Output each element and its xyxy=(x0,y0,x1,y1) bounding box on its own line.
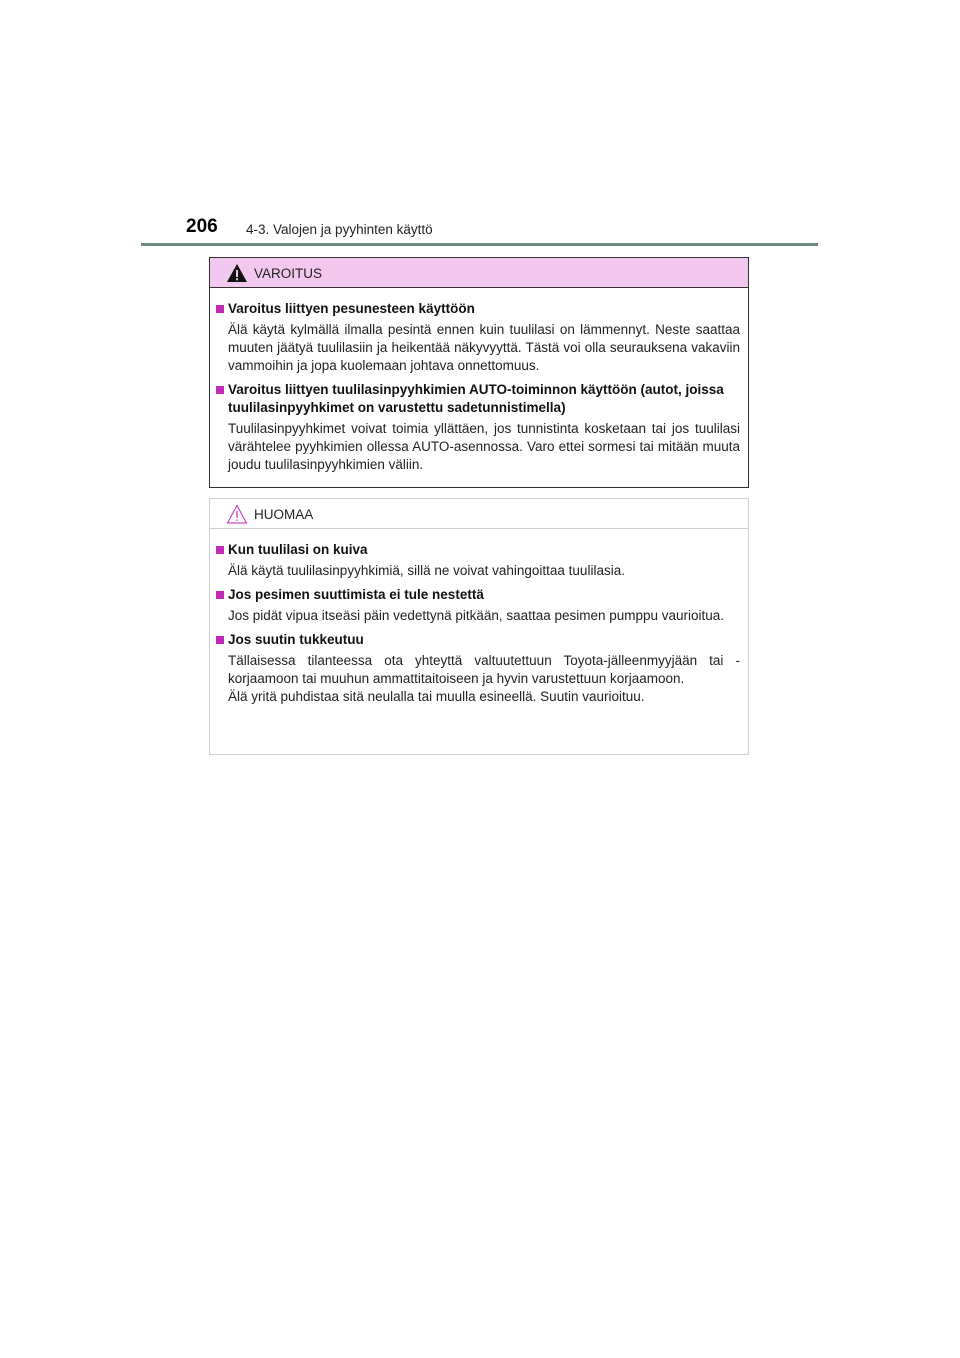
warning-item xyxy=(216,381,740,474)
notice-item xyxy=(216,541,740,580)
page-number: 206 xyxy=(186,216,218,237)
notice-item-text: Tällaisessa tilanteessa ota yhteyttä valtuutettuun Toyota-jälleenmyyjään tai -korjaamoon tai muuhun ammattitaitoiseen ja hyvin varustettuun korjaamoon. xyxy=(228,653,740,686)
section-title: 4-3. Valojen ja pyyhinten käyttö xyxy=(246,222,433,237)
warning-box xyxy=(209,257,749,488)
bullet-square-icon xyxy=(216,591,224,599)
bullet-square-icon xyxy=(216,386,224,394)
notice-box-header xyxy=(210,499,748,529)
notice-item xyxy=(216,586,740,625)
notice-item xyxy=(216,631,740,706)
notice-box xyxy=(209,498,749,755)
notice-item-text-extra: Älä yritä puhdistaa sitä neulalla tai muulla esineellä. Suutin vaurioituu. xyxy=(228,689,645,704)
header-rule xyxy=(141,243,818,246)
warning-box-header xyxy=(210,258,748,288)
warning-box-body xyxy=(210,288,748,474)
notice-item-title: Jos suutin tukkeutuu xyxy=(228,632,364,647)
bullet-square-icon xyxy=(216,546,224,554)
warning-item-title: Varoitus liittyen tuulilasinpyyhkimien AUTO-toiminnon käyttöön (autot, joissa tuulilasinpyyhkimet on varustettu sadetunnistimella) xyxy=(228,382,724,415)
notice-item-title: Kun tuulilasi on kuiva xyxy=(228,542,368,557)
notice-item-text: Älä käytä tuulilasinpyyhkimiä, sillä ne voivat vahingoittaa tuulilasia. xyxy=(228,563,625,578)
bullet-square-icon xyxy=(216,636,224,644)
warning-label: VAROITUS xyxy=(254,266,323,281)
bullet-square-icon xyxy=(216,305,224,313)
warning-triangle-outline-icon xyxy=(226,504,248,524)
warning-item xyxy=(216,300,740,375)
warning-triangle-filled-icon xyxy=(226,263,248,283)
warning-item-text: Tuulilasinpyyhkimet voivat toimia yllättäen, jos tunnistinta kosketaan tai jos tuulilasi värähtelee pyyhkimien ollessa AUTO-asennossa. Varo ettei sormesi tai mitään muuta joudu tuulilasinpyyhkimien väliin. xyxy=(228,421,740,472)
notice-box-body xyxy=(210,529,748,706)
notice-item-text: Jos pidät vipua itseäsi päin vedettynä pitkään, saattaa pesimen pumppu vaurioitua. xyxy=(228,608,725,623)
notice-item-title: Jos pesimen suuttimista ei tule nestettä xyxy=(228,587,484,602)
notice-label: HUOMAA xyxy=(254,507,314,522)
warning-item-text: Älä käytä kylmällä ilmalla pesintä ennen kuin tuulilasi on lämmennyt. Neste saattaa muuten jäätyä tuulilasiin ja heikentää näkyvyyttä. Tästä voi olla seurauksena vakaviin vammoihin ja jopa kuolemaan johtava onnettomuus. xyxy=(228,322,740,373)
warning-item-title: Varoitus liittyen pesunesteen käyttöön xyxy=(228,301,475,316)
